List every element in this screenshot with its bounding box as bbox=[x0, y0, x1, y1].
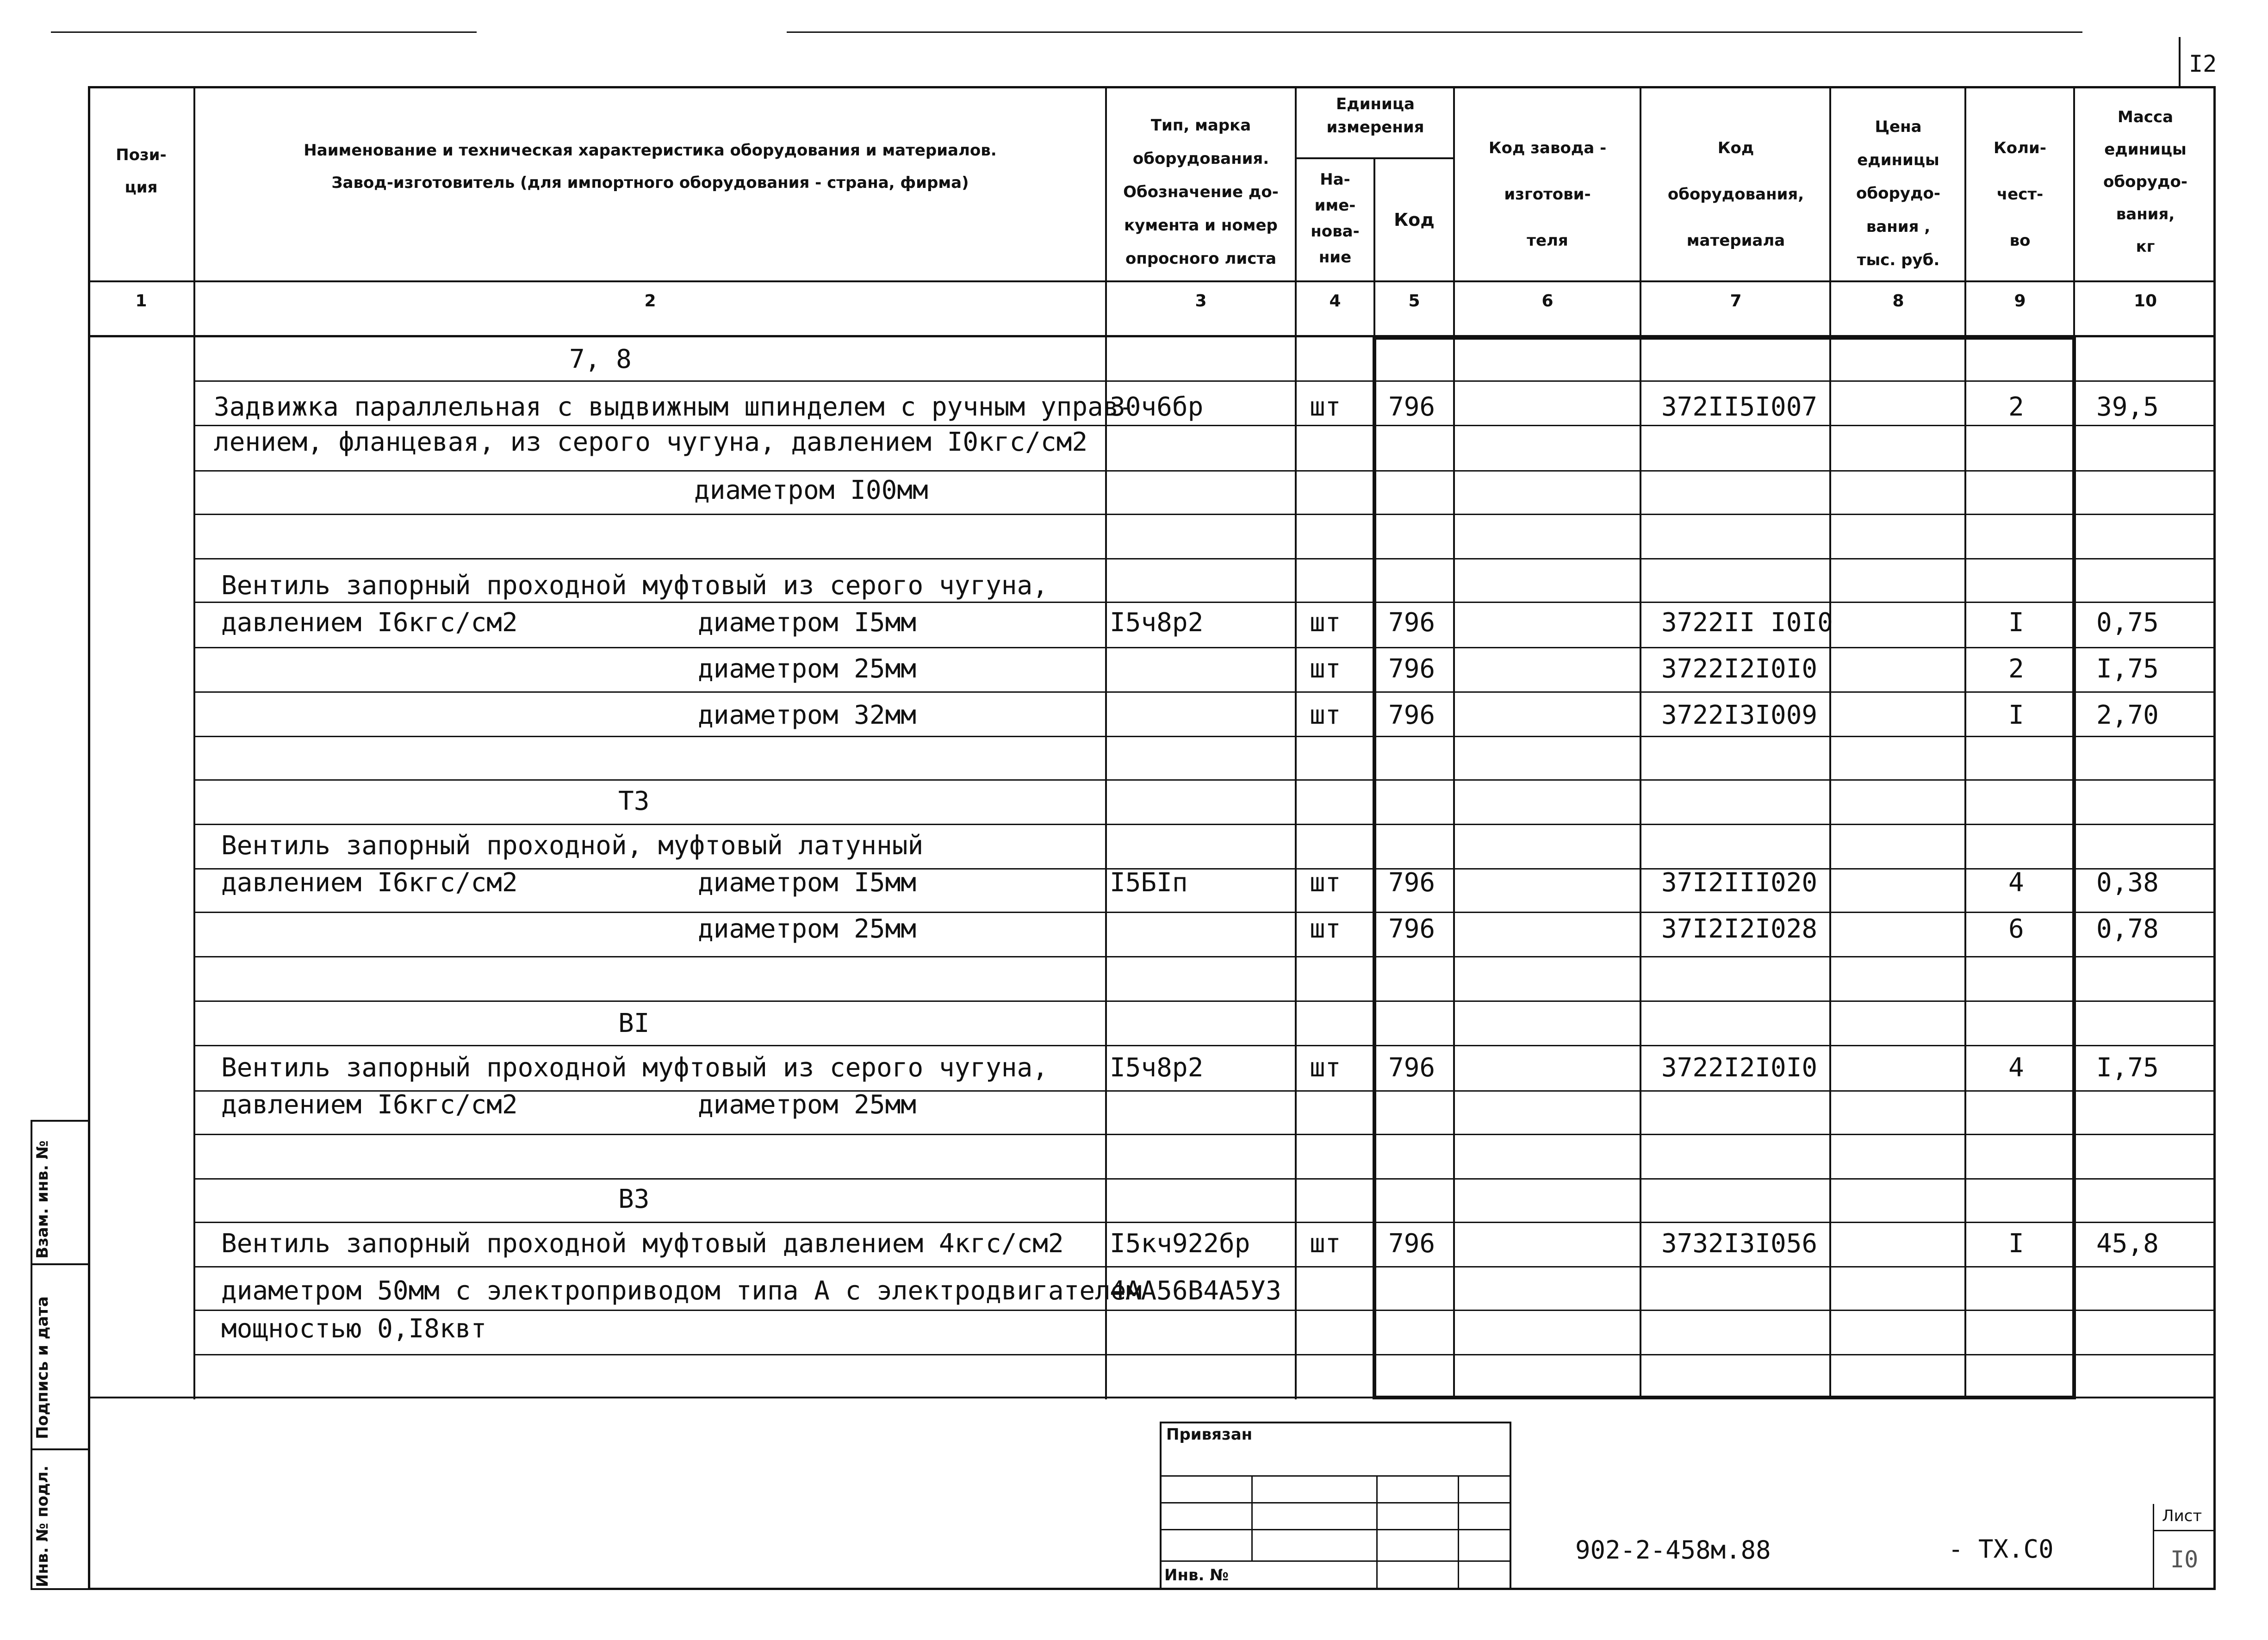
section-title: B3 bbox=[618, 1184, 650, 1214]
item-name: диаметром 50мм с электроприводом типа А с электродвигателем bbox=[221, 1276, 1142, 1306]
item-unit: шт bbox=[1310, 608, 1341, 638]
item-mass: 0,75 bbox=[2096, 608, 2159, 638]
item-unit: шт bbox=[1310, 700, 1341, 730]
item-type: 4АА56В4А5У3 bbox=[1110, 1276, 1281, 1306]
column-number: 9 bbox=[2014, 292, 2026, 311]
column-number: 5 bbox=[1408, 292, 1420, 311]
item-mass: I,75 bbox=[2096, 1053, 2159, 1083]
header-quantity: Коли- чест- во bbox=[1994, 139, 2046, 250]
column-number: 10 bbox=[2133, 292, 2157, 311]
item-unit-code: 796 bbox=[1388, 700, 1435, 730]
header-unit-code: Код bbox=[1394, 210, 1435, 230]
document-code: 902-2-458м.88 bbox=[1575, 1535, 1771, 1565]
column-number: 8 bbox=[1892, 292, 1904, 311]
item-quantity: 4 bbox=[2008, 1053, 2024, 1083]
item-unit: шт bbox=[1310, 1229, 1341, 1259]
item-unit-code: 796 bbox=[1388, 914, 1435, 944]
header-mass: Масса единицы оборудо- вания, кг bbox=[2103, 108, 2187, 256]
item-quantity: I bbox=[2008, 1229, 2024, 1259]
item-equipment-code: 3722I3I009 bbox=[1661, 700, 1818, 730]
item-unit-code: 796 bbox=[1388, 868, 1435, 898]
header-price: Цена единицы оборудо- вания , тыс. руб. bbox=[1856, 118, 1940, 269]
side-label-replacement: Взам. инв. № bbox=[33, 1140, 52, 1259]
item-equipment-code: 37I2III020 bbox=[1661, 868, 1818, 898]
item-type: I5ч8р2 bbox=[1110, 1053, 1204, 1083]
item-unit-code: 796 bbox=[1388, 654, 1435, 684]
header-position: Пози- ция bbox=[116, 146, 167, 197]
item-name: мощностью 0,I8квт bbox=[221, 1314, 487, 1344]
item-name: Вентиль запорный проходной, муфтовый латунный bbox=[221, 831, 924, 861]
item-unit-code: 796 bbox=[1388, 1229, 1435, 1259]
side-label-original: Инв. № подл. bbox=[33, 1465, 52, 1587]
item-name: лением, фланцевая, из серого чугуна, давлением I0кгс/см2 bbox=[214, 427, 1088, 457]
column-number: 4 bbox=[1329, 292, 1341, 311]
sheet-label: Лист bbox=[2162, 1507, 2202, 1525]
item-quantity: 2 bbox=[2008, 392, 2024, 422]
item-name: диаметром I00мм bbox=[694, 475, 928, 505]
header-factory-code: Код завода - изготови- теля bbox=[1488, 139, 1607, 250]
column-number: 1 bbox=[135, 292, 147, 311]
item-name: Вентиль запорный проходной муфтовый из серого чугуна, bbox=[221, 571, 1048, 601]
column-number: 7 bbox=[1730, 292, 1742, 311]
item-unit: шт bbox=[1310, 1053, 1341, 1083]
section-title: BI bbox=[618, 1008, 650, 1038]
item-name: давлением I6кгс/см2 bbox=[221, 608, 518, 638]
item-unit: шт bbox=[1310, 654, 1341, 684]
bound-label: Привязан bbox=[1166, 1425, 1253, 1444]
column-number: 2 bbox=[644, 292, 656, 311]
header-unit-group: Единица измерения bbox=[1326, 95, 1424, 137]
item-mass: 0,78 bbox=[2096, 914, 2159, 944]
item-diameter: диаметром 32мм bbox=[698, 700, 917, 730]
item-type: I5кч922бр bbox=[1110, 1229, 1250, 1259]
item-diameter: диаметром 25мм bbox=[698, 914, 917, 944]
section-title: 7, 8 bbox=[569, 344, 632, 374]
item-unit-code: 796 bbox=[1388, 1053, 1435, 1083]
header-type: Тип, марка оборудования. Обозначение до- кумента и номер опросного листа bbox=[1123, 116, 1279, 268]
sheet-number: I2 bbox=[2189, 50, 2217, 77]
item-unit-code: 796 bbox=[1388, 392, 1435, 422]
item-unit: шт bbox=[1310, 392, 1341, 422]
item-type: I5БIп bbox=[1110, 868, 1188, 898]
column-number: 6 bbox=[1541, 292, 1553, 311]
item-type: 30ч6бр bbox=[1110, 392, 1204, 422]
item-equipment-code: 3722I2I0I0 bbox=[1661, 1053, 1818, 1083]
item-equipment-code: 3722II I0I0 bbox=[1661, 608, 1833, 638]
item-equipment-code: 37I2I2I028 bbox=[1661, 914, 1818, 944]
item-mass: 0,38 bbox=[2096, 868, 2159, 898]
item-name: Вентиль запорный проходной муфтовый давлением 4кгс/см2 bbox=[221, 1229, 1064, 1259]
document-suffix: - TX.C0 bbox=[1948, 1534, 2054, 1564]
header-unit-name: На- име- нова- ние bbox=[1311, 170, 1360, 267]
item-unit-code: 796 bbox=[1388, 608, 1435, 638]
item-mass: 45,8 bbox=[2096, 1229, 2159, 1259]
item-quantity: 6 bbox=[2008, 914, 2024, 944]
item-mass: 2,70 bbox=[2096, 700, 2159, 730]
section-title: T3 bbox=[618, 786, 650, 816]
header-equipment-code: Код оборудования, материала bbox=[1667, 139, 1804, 250]
item-equipment-code: 372II5I007 bbox=[1661, 392, 1818, 422]
item-diameter: диаметром 25мм bbox=[698, 1090, 917, 1120]
item-mass: 39,5 bbox=[2096, 392, 2159, 422]
item-equipment-code: 3722I2I0I0 bbox=[1661, 654, 1818, 684]
item-quantity: I bbox=[2008, 700, 2024, 730]
item-diameter: диаметром 25мм bbox=[698, 654, 917, 684]
item-quantity: I bbox=[2008, 608, 2024, 638]
item-name: Задвижка параллельная с выдвижным шпинделем с ручным управ- bbox=[214, 392, 1135, 422]
sheet-value: I0 bbox=[2170, 1546, 2199, 1573]
item-quantity: 4 bbox=[2008, 868, 2024, 898]
item-name: давлением I6кгс/см2 bbox=[221, 868, 518, 898]
item-name: давлением I6кгс/см2 bbox=[221, 1090, 518, 1120]
item-diameter: диаметром I5мм bbox=[698, 608, 917, 638]
side-label-signature: Подпись и дата bbox=[33, 1296, 52, 1439]
item-diameter: диаметром I5мм bbox=[698, 868, 917, 898]
item-type: I5ч8р2 bbox=[1110, 608, 1204, 638]
item-name: Вентиль запорный проходной муфтовый из серого чугуна, bbox=[221, 1053, 1048, 1083]
item-unit: шт bbox=[1310, 914, 1341, 944]
item-mass: I,75 bbox=[2096, 654, 2159, 684]
item-unit: шт bbox=[1310, 868, 1341, 898]
inventory-label: Инв. № bbox=[1164, 1566, 1229, 1584]
item-quantity: 2 bbox=[2008, 654, 2024, 684]
column-number: 3 bbox=[1195, 292, 1207, 311]
header-name: Наименование и техническая характеристика оборудования и материалов. Завод-изготовитель (для импортного оборудования - страна, фирма) bbox=[304, 141, 997, 192]
item-equipment-code: 3732I3I056 bbox=[1661, 1229, 1818, 1259]
